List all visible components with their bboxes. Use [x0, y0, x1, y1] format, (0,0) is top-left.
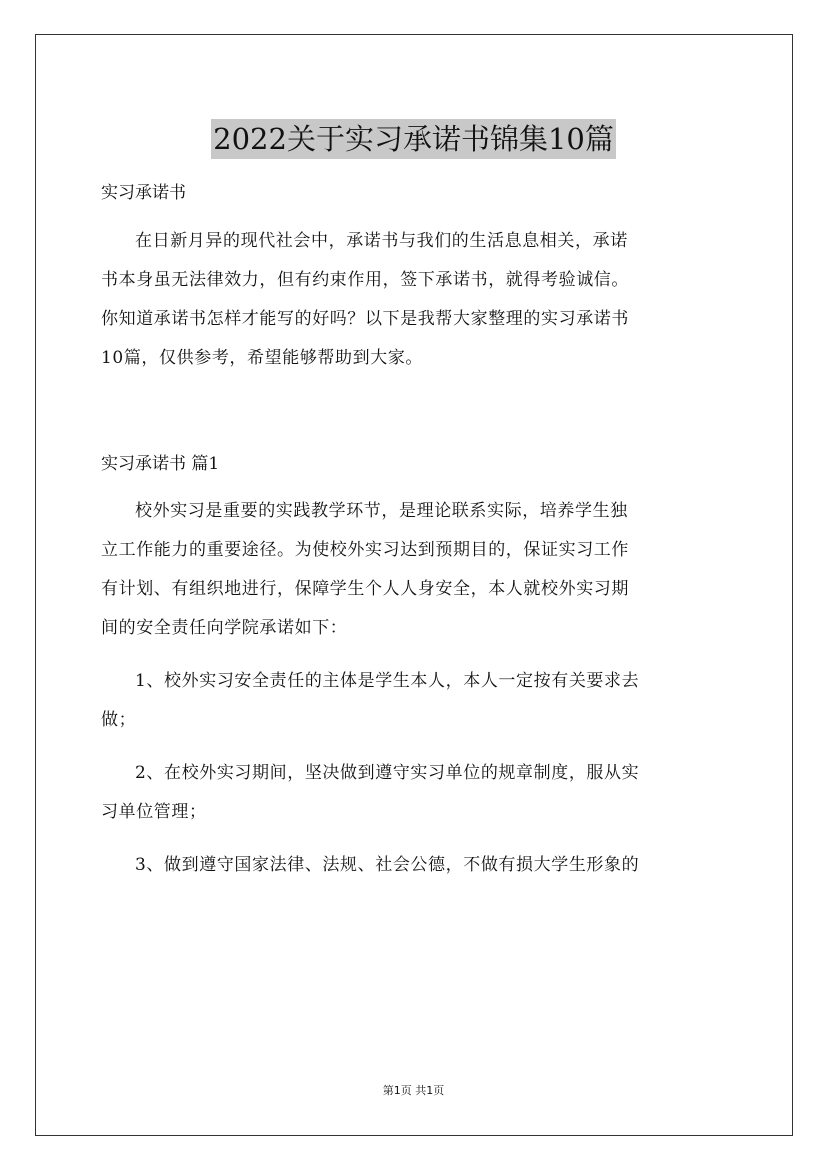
piece-heading: 实习承诺书 篇1: [101, 454, 220, 474]
item-1: [101, 662, 727, 740]
piece-line: 立工作能力的重要途径。为使校外实习达到预期目的，保证实习工作: [101, 540, 629, 560]
item-line: 3、做到遵守国家法律、法规、社会公德，不做有损大学生形象的: [135, 855, 640, 875]
item-line: 2、在校外实习期间，坚决做到遵守实习单位的规章制度，服从实: [135, 763, 640, 783]
item-line: 1、校外实习安全责任的主体是学生本人，本人一定按有关要求去: [135, 671, 640, 691]
page-footer: [0, 1083, 827, 1099]
intro-line: 在日新月异的现代社会中，承诺书与我们的生活息息相关，承诺: [135, 231, 628, 251]
page-number: 第1页 共1页: [382, 1084, 445, 1097]
piece-line: 有计划、有组织地进行，保障学生个人人身安全，本人就校外实习期: [101, 579, 629, 599]
piece-paragraph: [101, 492, 727, 648]
section-heading: 实习承诺书: [101, 183, 186, 203]
title-wrap: [0, 100, 827, 179]
piece-line: 间的安全责任向学院承诺如下：: [101, 618, 348, 638]
item-line: 做；: [101, 710, 137, 730]
piece-line: 校外实习是重要的实践教学环节，是理论联系实际，培养学生独: [135, 501, 628, 521]
document-title: 2022关于实习承诺书锦集10篇: [211, 119, 616, 159]
item-line: 习单位管理；: [101, 802, 207, 822]
item-2: [101, 754, 727, 832]
intro-line: 10篇，仅供参考，希望能够帮助到大家。: [101, 348, 424, 368]
intro-paragraph: [101, 222, 727, 378]
intro-line: 书本身虽无法律效力，但有约束作用，签下承诺书，就得考验诚信。: [101, 270, 629, 290]
intro-line: 你知道承诺书怎样才能写的好吗？以下是我帮大家整理的实习承诺书: [101, 309, 629, 329]
document-body: [101, 173, 727, 885]
item-3: [101, 846, 727, 885]
